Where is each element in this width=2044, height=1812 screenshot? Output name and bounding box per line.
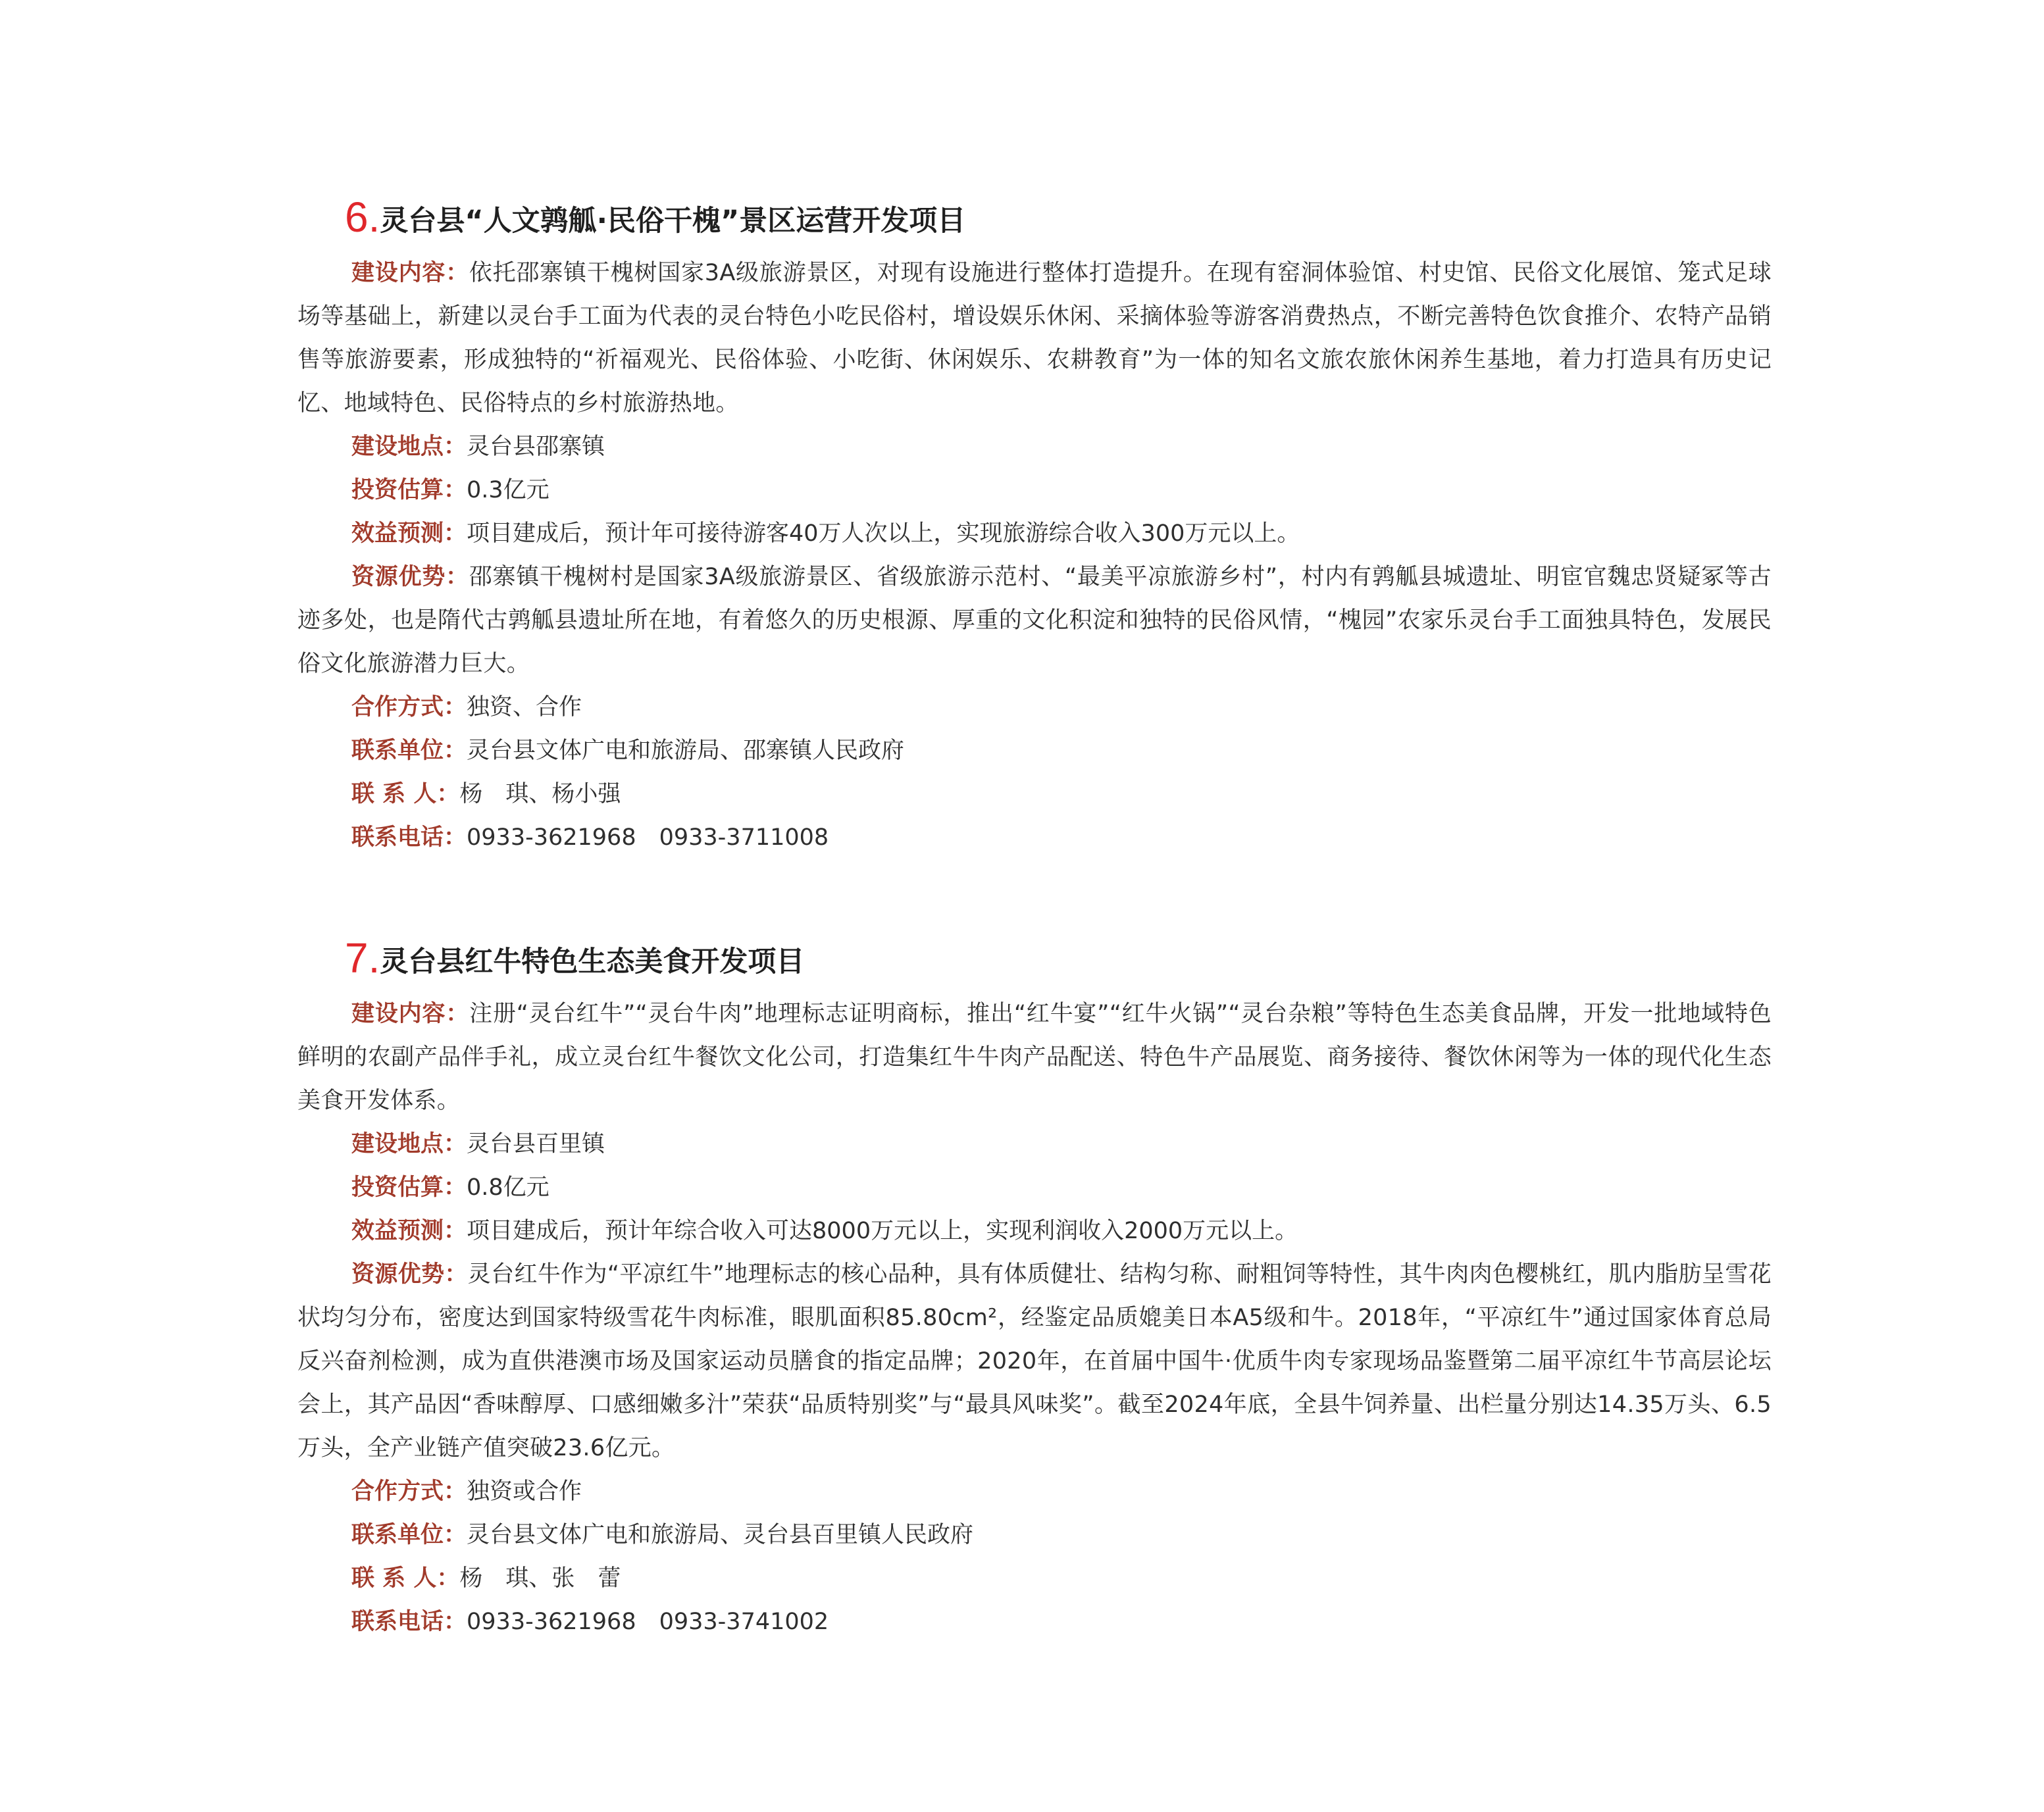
contact-person-label: 联 系 人： — [351, 781, 460, 807]
resource-advantage — [297, 555, 1772, 686]
benefit-forecast-label: 效益预测： — [351, 520, 467, 547]
project-title-text: 灵台县“人文鹑觚·民俗干槐”景区运营开发项目 — [380, 205, 966, 238]
project-title — [345, 192, 1772, 242]
contact-phone-value: 0933-3621968 0933-3741002 — [467, 1609, 829, 1635]
contact-person — [297, 1557, 1772, 1600]
contact-unit — [297, 729, 1772, 772]
project-title — [345, 933, 1772, 983]
investment-estimate-value: 0.3亿元 — [467, 477, 549, 503]
construction-location-label: 建设地点： — [351, 1131, 467, 1157]
project-section-7 — [297, 933, 1772, 1644]
resource-advantage-text: 灵台红牛作为“平凉红牛”地理标志的核心品种，具有体质健壮、结构匀称、耐粗饲等特性，其牛肉肉色樱桃红，肌内脂肪呈雪花状均匀分布，密度达到国家特级雪花牛肉标准，眼肌面积85.80cm²，经鉴定品质媲美日本A5级和牛。2018年，“平凉红牛”通过国家体育总局反兴奋剂检测，成为直供港澳市场及国家运动员膳食的指定品牌；2020年，在首届中国牛·优质牛肉专家现场品鉴暨第二届平凉红牛节高层论坛会上，其产品因“香味醇厚、口感细嫩多汁”荣获“品质特别奖”与“最具风味奖”。截至2024年底，全县牛饲养量、出栏量分别达14.35万头、6.5万头，全产业链产值突破23.6亿元。 — [297, 1261, 1772, 1461]
contact-phone — [297, 816, 1772, 859]
contact-phone-label: 联系电话： — [351, 824, 467, 851]
contact-unit-value: 灵台县文体广电和旅游局、邵寨镇人民政府 — [467, 738, 905, 764]
cooperation-mode-value: 独资、合作 — [467, 694, 582, 720]
contact-phone-label: 联系电话： — [351, 1609, 467, 1635]
resource-advantage-text: 邵寨镇干槐树村是国家3A级旅游景区、省级旅游示范村、“最美平凉旅游乡村”，村内有鹑觚县城遗址、明宦官魏忠贤疑冢等古迹多处，也是隋代古鹑觚县遗址所在地，有着悠久的历史根源、厚重的文化积淀和独特的民俗风情，“槐园”农家乐灵台手工面独具特色，发展民俗文化旅游潜力巨大。 — [297, 564, 1772, 677]
construction-location — [297, 1122, 1772, 1166]
resource-advantage — [297, 1253, 1772, 1470]
investment-estimate — [297, 1166, 1772, 1209]
construction-content-text: 注册“灵台红牛”“灵台牛肉”地理标志证明商标，推出“红牛宴”“红牛火锅”“灵台杂粮”等特色生态美食品牌，开发一批地域特色鲜明的农副产品伴手礼，成立灵台红牛餐饮文化公司，打造集红牛牛肉产品配送、特色牛产品展览、商务接待、餐饮休闲等为一体的现代化生态美食开发体系。 — [297, 1001, 1772, 1114]
construction-content — [297, 251, 1772, 425]
investment-estimate — [297, 468, 1772, 512]
contact-person-value: 杨 琪、张 蕾 — [459, 1565, 621, 1592]
construction-location — [297, 425, 1772, 468]
cooperation-mode-label: 合作方式： — [351, 694, 467, 720]
contact-unit-label: 联系单位： — [351, 738, 467, 764]
investment-estimate-value: 0.8亿元 — [467, 1174, 549, 1201]
construction-content-label: 建设内容： — [351, 1001, 470, 1027]
construction-location-value: 灵台县邵寨镇 — [467, 434, 605, 460]
benefit-forecast-value: 项目建成后，预计年综合收入可达8000万元以上，实现利润收入2000万元以上。 — [467, 1218, 1298, 1244]
contact-unit — [297, 1513, 1772, 1557]
construction-content-text: 依托邵寨镇干槐树国家3A级旅游景区，对现有设施进行整体打造提升。在现有窑洞体验馆、村史馆、民俗文化展馆、笼式足球场等基础上，新建以灵台手工面为代表的灵台特色小吃民俗村，增设娱乐休闲、采摘体验等游客消费热点，不断完善特色饮食推介、农特产品销售等旅游要素，形成独特的“祈福观光、民俗体验、小吃街、休闲娱乐、农耕教育”为一体的知名文旅农旅休闲养生基地，着力打造具有历史记忆、地域特色、民俗特点的乡村旅游热地。 — [297, 260, 1772, 416]
cooperation-mode — [297, 1470, 1772, 1513]
construction-location-label: 建设地点： — [351, 434, 467, 460]
contact-person — [297, 772, 1772, 816]
contact-phone — [297, 1600, 1772, 1644]
project-number: 6. — [345, 193, 380, 241]
construction-content-label: 建设内容： — [351, 260, 469, 286]
resource-advantage-label: 资源优势： — [351, 1261, 468, 1288]
benefit-forecast-value: 项目建成后，预计年可接待游客40万人次以上，实现旅游综合收入300万元以上。 — [467, 520, 1300, 547]
cooperation-mode — [297, 686, 1772, 729]
investment-estimate-label: 投资估算： — [351, 477, 467, 503]
construction-content — [297, 992, 1772, 1122]
cooperation-mode-value: 独资或合作 — [467, 1478, 582, 1505]
benefit-forecast — [297, 512, 1772, 555]
contact-phone-value: 0933-3621968 0933-3711008 — [467, 824, 829, 851]
project-number: 7. — [345, 934, 380, 982]
contact-unit-label: 联系单位： — [351, 1522, 467, 1548]
construction-location-value: 灵台县百里镇 — [467, 1131, 605, 1157]
resource-advantage-label: 资源优势： — [351, 564, 469, 590]
project-title-text: 灵台县红牛特色生态美食开发项目 — [380, 945, 805, 978]
contact-person-label: 联 系 人： — [351, 1565, 460, 1592]
contact-person-value: 杨 琪、杨小强 — [459, 781, 621, 807]
cooperation-mode-label: 合作方式： — [351, 1478, 467, 1505]
benefit-forecast — [297, 1209, 1772, 1253]
project-section-6 — [297, 192, 1772, 859]
benefit-forecast-label: 效益预测： — [351, 1218, 467, 1244]
contact-unit-value: 灵台县文体广电和旅游局、灵台县百里镇人民政府 — [467, 1522, 974, 1548]
investment-estimate-label: 投资估算： — [351, 1174, 467, 1201]
